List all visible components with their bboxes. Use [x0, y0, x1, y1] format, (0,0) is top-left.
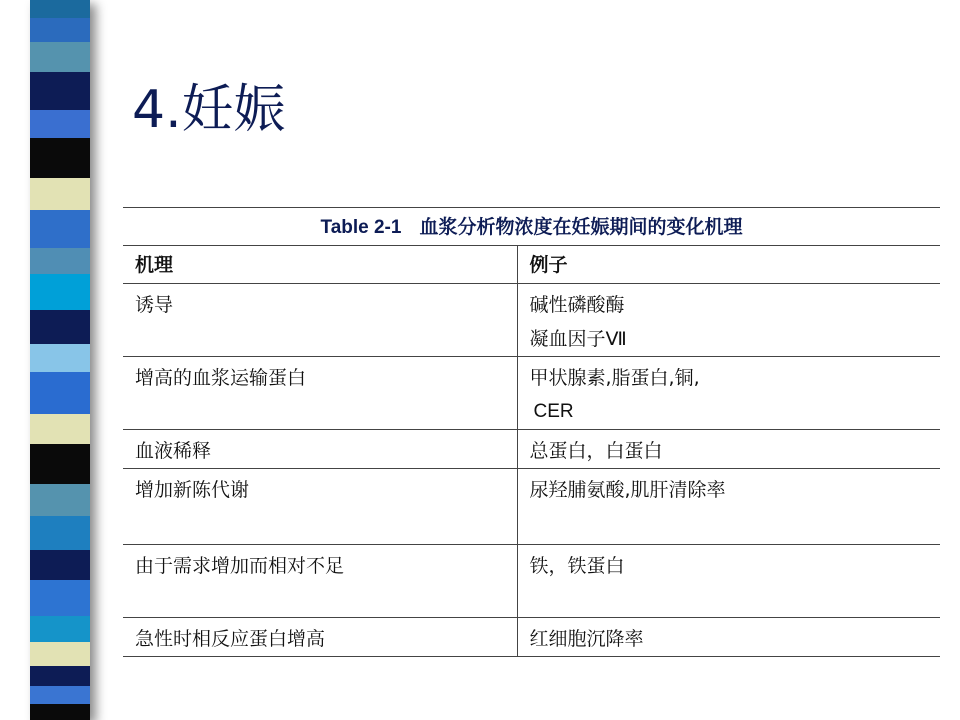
mechanism-cell — [123, 357, 517, 430]
mechanism-cell — [123, 430, 517, 469]
mechanism-text: 增高的血浆运输蛋白 — [135, 367, 307, 389]
mechanism-text: 增加新陈代谢 — [135, 479, 250, 501]
decorative-stripe — [30, 138, 90, 178]
decorative-stripe — [30, 372, 90, 414]
decorative-stripe — [30, 704, 90, 720]
column-header-examples: 例子 — [517, 246, 940, 284]
table-header-row — [123, 246, 940, 284]
decorative-stripe — [30, 444, 90, 484]
table-row — [123, 357, 940, 430]
example-line: 甲状腺素,脂蛋白,铜, — [529, 367, 700, 389]
example-line: 凝血因子Ⅶ — [529, 328, 627, 350]
mechanism-cell — [123, 469, 517, 545]
mechanism-cell — [123, 545, 517, 618]
decorative-stripe — [30, 616, 90, 642]
example-line: 铁，铁蛋白 — [529, 555, 625, 577]
table-row — [123, 284, 940, 357]
examples-cell — [517, 357, 940, 430]
decorative-stripe — [30, 42, 90, 72]
decorative-stripe — [30, 18, 90, 42]
decorative-stripe — [30, 0, 90, 18]
table-label: Table 2-1 — [320, 217, 402, 238]
decorative-stripe — [30, 550, 90, 580]
examples-cell — [517, 469, 940, 545]
table-row — [123, 430, 940, 469]
decorative-stripe-bar — [30, 0, 90, 720]
decorative-stripe — [30, 414, 90, 444]
mechanism-cell — [123, 284, 517, 357]
table-row — [123, 545, 940, 618]
examples-cell — [517, 618, 940, 657]
examples-cell — [517, 284, 940, 357]
decorative-stripe — [30, 72, 90, 110]
decorative-stripe — [30, 110, 90, 138]
table-row — [123, 469, 940, 545]
decorative-stripe — [30, 178, 90, 210]
mechanism-text: 由于需求增加而相对不足 — [135, 555, 345, 577]
examples-cell — [517, 430, 940, 469]
table-caption — [123, 207, 940, 245]
column-header-mechanism: 机理 — [123, 246, 517, 284]
mechanism-text: 诱导 — [135, 294, 174, 316]
mechanism-text: 急性时相反应蛋白增高 — [135, 628, 326, 650]
decorative-stripe — [30, 344, 90, 372]
decorative-stripe — [30, 516, 90, 550]
mechanism-text: 血液稀释 — [135, 440, 212, 462]
decorative-stripe — [30, 210, 90, 248]
example-line: 红细胞沉降率 — [529, 628, 644, 650]
analyte-mechanism-table — [123, 207, 940, 657]
slide-title: 4.妊娠 — [132, 80, 286, 140]
decorative-stripe — [30, 642, 90, 666]
decorative-stripe — [30, 310, 90, 344]
example-line: CER — [533, 401, 574, 422]
decorative-stripe — [30, 274, 90, 310]
example-line: 总蛋白，白蛋白 — [529, 440, 663, 462]
example-line: 尿羟脯氨酸,肌肝清除率 — [529, 479, 726, 501]
analyte-mechanism-table-wrapper — [123, 207, 940, 657]
decorative-stripe — [30, 666, 90, 686]
table-caption-text: 血浆分析物浓度在妊娠期间的变化机理 — [419, 216, 743, 238]
table-row — [123, 618, 940, 657]
decorative-stripe — [30, 248, 90, 274]
example-line: 碱性磷酸酶 — [529, 294, 625, 316]
decorative-stripe — [30, 484, 90, 516]
mechanism-cell — [123, 618, 517, 657]
examples-cell — [517, 545, 940, 618]
decorative-stripe — [30, 686, 90, 704]
decorative-stripe — [30, 580, 90, 616]
